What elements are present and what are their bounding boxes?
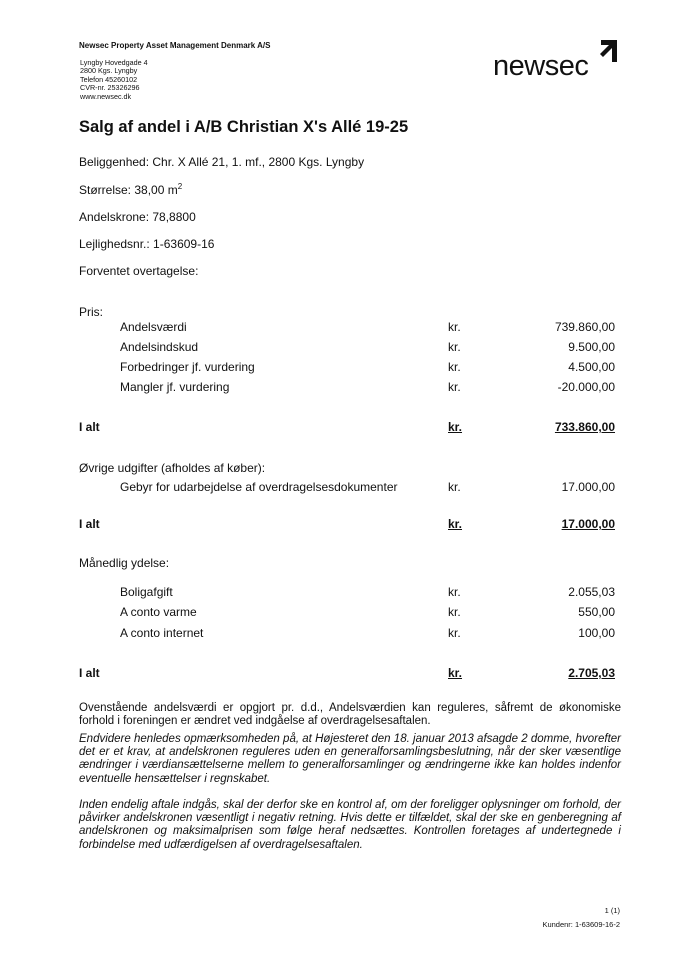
row-label: Forbedringer jf. vurdering (120, 360, 255, 374)
price-heading: Pris: (79, 305, 103, 319)
price-row (0, 360, 692, 376)
size-label: Størrelse: 38,00 m (79, 183, 178, 197)
address-line: www.newsec.dk (80, 91, 132, 101)
other-costs-row (0, 480, 692, 496)
address-line: CVR-nr. 25326296 (80, 83, 140, 93)
monthly-row (0, 585, 692, 601)
address-line: Telefon 45260102 (80, 74, 138, 84)
row-currency: kr. (448, 585, 461, 599)
row-label: Mangler jf. vurdering (120, 380, 230, 394)
row-label: Boligafgift (120, 585, 173, 599)
row-currency: kr. (448, 340, 461, 354)
row-currency: kr. (448, 626, 461, 640)
control-note: Inden endelig aftale indgås, skal der derfor ske en kontrol af, om der foreligger oplysninger om forhold, der påvirker andelskronen væsentligt i negativ retning. Hvis dette er tilfældet, skal der ske en genberegning af andelskronen og maksimalprisen som følge heraf nedsættes. Kontrollen foretages af undertegnede i forbindelse med udfærdigelsen af overdragelsesaftalen. (79, 799, 621, 851)
price-row (0, 380, 692, 396)
share-value-field: Andelskrone: 78,8800 (79, 210, 196, 224)
row-currency: kr. (448, 320, 461, 334)
row-amount: 100,00 (578, 626, 615, 640)
total-amount: 17.000,00 (561, 517, 615, 531)
monthly-heading: Månedlig ydelse: (79, 556, 170, 570)
price-total-row (0, 420, 692, 436)
size-unit-superscript: 2 (177, 182, 183, 191)
address-line: Lyngby Hovedgade 4 (80, 58, 148, 67)
row-label: Andelsindskud (120, 340, 199, 354)
row-currency: kr. (448, 380, 461, 394)
takeover-field: Forventet overtagelse: (79, 264, 199, 278)
row-amount: 9.500,00 (568, 340, 615, 354)
total-label: I alt (79, 517, 100, 531)
row-label: A conto internet (120, 626, 204, 640)
price-row (0, 320, 692, 336)
other-costs-total-row (0, 517, 692, 533)
company-name: Newsec Property Asset Management Denmark A/S (79, 41, 271, 50)
page-number: 1 (1) (604, 906, 620, 915)
size-field (79, 182, 182, 197)
row-amount: 739.860,00 (554, 320, 615, 334)
logo-arrow-icon (599, 40, 619, 64)
company-address (80, 59, 148, 101)
total-amount: 733.860,00 (554, 420, 615, 434)
total-label: I alt (79, 666, 100, 680)
location-field: Beliggenhed: Chr. X Allé 21, 1. mf., 2800 Kgs. Lyngby (79, 155, 365, 169)
total-label: I alt (79, 420, 100, 434)
monthly-total-row (0, 666, 692, 682)
row-amount: 17.000,00 (561, 480, 615, 494)
supreme-court-note: Endvidere henledes opmærksomheden på, at Højesteret den 18. januar 2013 afsagde 2 domme, hvorefter det er et krav, at andelskronen reguleres uden en generalforsamlingsbeslutning, når der sker væsentlige ændringer i værdiansættelserne mellem to generalforsamlinger og ændringerne ikke kan holdes indenfor eventuelle hensættelser i regnskabet. (79, 733, 621, 785)
total-currency: kr. (448, 420, 463, 434)
row-currency: kr. (448, 480, 461, 494)
other-costs-heading: Øvrige udgifter (afholdes af køber): (79, 461, 266, 475)
address-line: 2800 Kgs. Lyngby (80, 66, 138, 76)
row-label: Andelsværdi (120, 320, 187, 334)
row-label: A conto varme (120, 605, 197, 619)
row-amount: 550,00 (578, 605, 615, 619)
newsec-logo (491, 40, 621, 80)
row-amount: -20.000,00 (557, 380, 615, 394)
price-row (0, 340, 692, 356)
logo-text: newsec (493, 50, 589, 82)
total-currency: kr. (448, 666, 463, 680)
document-title: Salg af andel i A/B Christian X's Allé 19-25 (79, 118, 409, 136)
monthly-row (0, 605, 692, 621)
row-currency: kr. (448, 605, 461, 619)
row-label: Gebyr for udarbejdelse af overdragelsesdokumenter (120, 480, 398, 494)
total-currency: kr. (448, 517, 463, 531)
customer-number: Kundenr: 1-63609-16-2 (542, 920, 620, 929)
total-amount: 2.705,03 (568, 666, 615, 680)
monthly-row (0, 626, 692, 642)
valuation-note: Ovenstående andelsværdi er opgjort pr. d.d., Andelsværdien kan reguleres, såfremt de økonomiske forhold i foreningen er ændret ved indgåelse af overdragelsesaftalen. (79, 702, 621, 728)
apartment-number-field: Lejlighedsnr.: 1-63609-16 (79, 237, 215, 251)
row-amount: 4.500,00 (568, 360, 615, 374)
row-currency: kr. (448, 360, 461, 374)
row-amount: 2.055,03 (568, 585, 615, 599)
